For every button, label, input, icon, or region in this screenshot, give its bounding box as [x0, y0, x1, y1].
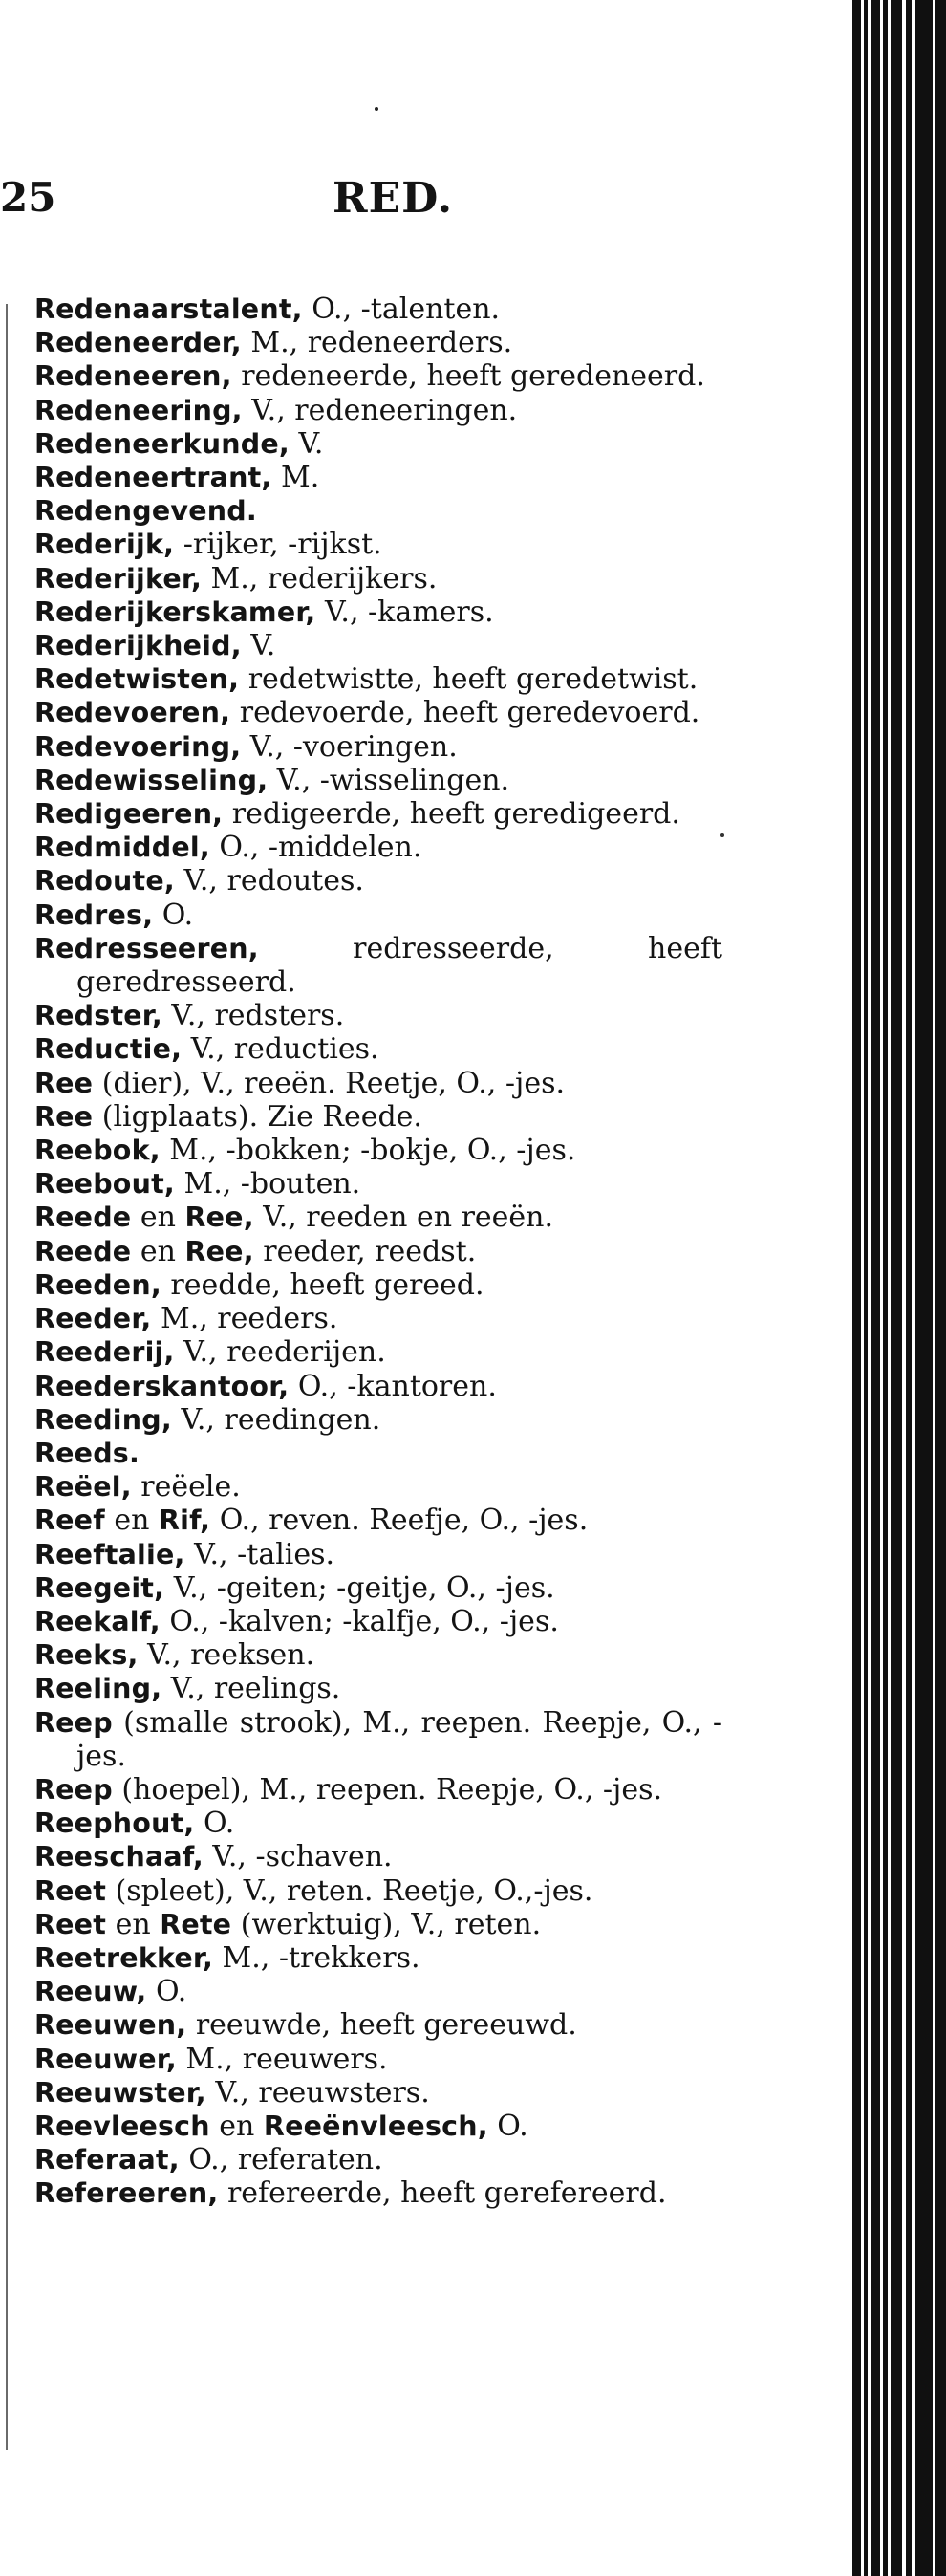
- headword: Redeneertrant,: [34, 462, 272, 494]
- headword: Reeling,: [34, 1673, 162, 1705]
- headword: Reebok,: [34, 1135, 161, 1167]
- headword: Redoute,: [34, 865, 175, 898]
- headword: Reede: [34, 1201, 132, 1234]
- headword: Redetwisten,: [34, 663, 240, 696]
- entry-text: O., -talenten.: [302, 292, 501, 326]
- headword: Rif,: [158, 1504, 211, 1537]
- dictionary-entry: [34, 528, 722, 561]
- headword: Redres,: [34, 898, 154, 931]
- dictionary-entry: [34, 1538, 722, 1571]
- headword: Rete: [160, 1908, 232, 1940]
- headword: Reeuwster,: [34, 2076, 206, 2109]
- entry-text: redresseerde, heeft geredresseerd.: [76, 931, 722, 1000]
- dictionary-entry: [34, 2043, 722, 2076]
- entry-text: V., reeksen.: [138, 1638, 315, 1673]
- entry-text: en: [106, 1907, 161, 1941]
- entry-text: V., redeneeringen.: [242, 393, 518, 427]
- entry-text: V., -geiten; -geitje, O., -jes.: [164, 1570, 555, 1605]
- dictionary-entry: [34, 898, 722, 932]
- headword: Reephout,: [34, 1808, 195, 1840]
- dictionary-entry: [34, 1706, 722, 1773]
- headword: Reeds.: [34, 1437, 140, 1469]
- entry-text: V., -talies.: [184, 1537, 335, 1571]
- dictionary-entry: [34, 1335, 722, 1369]
- headword: Reeschaaf,: [34, 1841, 204, 1873]
- entry-text: O., -middelen.: [209, 831, 422, 865]
- entry-text: V., redsters.: [161, 999, 345, 1033]
- entry-text: redeneerde, heeft geredeneerd.: [231, 359, 705, 394]
- entry-text: O.: [487, 2109, 528, 2143]
- dictionary-entry: [34, 1032, 722, 1066]
- entry-text: M., -bouten.: [174, 1167, 361, 1201]
- headword: Reet: [34, 1874, 107, 1907]
- entry-text: (ligplaats). Zie Reede.: [93, 1099, 422, 1134]
- headword: Redster,: [34, 1000, 162, 1032]
- dictionary-entry: [34, 1807, 722, 1840]
- headword: Redevoering,: [34, 730, 242, 763]
- entry-text: O.: [153, 898, 194, 932]
- dictionary-entry: [34, 629, 722, 662]
- dictionary-entry: [34, 562, 722, 595]
- dictionary-entry: [34, 831, 722, 864]
- dictionary-entry: [34, 1672, 722, 1705]
- headword: Reeden,: [34, 1268, 161, 1301]
- dictionary-entry: [34, 764, 722, 797]
- dictionary-entry: [34, 1201, 722, 1234]
- entry-text: M., -trekkers.: [212, 1940, 420, 1975]
- entry-text: reeder, reedst.: [253, 1234, 477, 1268]
- headword: Reep: [34, 1773, 113, 1806]
- entry-text: M.: [271, 461, 320, 495]
- headword: Ree: [34, 1100, 94, 1133]
- dictionary-entry: [34, 864, 722, 898]
- entry-text: en: [104, 1504, 159, 1538]
- binding-edge-bar: [906, 0, 912, 2576]
- binding-edge-bar: [883, 0, 888, 2576]
- entry-text: en: [131, 1201, 185, 1235]
- dictionary-entry: [34, 1605, 722, 1638]
- headword: Redewisseling,: [34, 764, 269, 796]
- dictionary-entry: [34, 2008, 722, 2042]
- entry-text: M., -bokken; -bokje, O., -jes.: [160, 1134, 576, 1168]
- margin-rule: [6, 304, 8, 2450]
- headword: Reet: [34, 1908, 107, 1940]
- headword: Reductie,: [34, 1033, 183, 1066]
- entry-text: V.: [241, 629, 276, 663]
- entry-text: -rijker, -rijkst.: [174, 528, 382, 562]
- headword: Rederijk,: [34, 529, 175, 561]
- dictionary-entry: [34, 1067, 722, 1100]
- headword: Referaat,: [34, 2144, 180, 2176]
- dictionary-entry: [34, 1235, 722, 1268]
- headword: Reef: [34, 1504, 105, 1537]
- stray-dot: [720, 833, 724, 837]
- headword: Redigeeren,: [34, 798, 224, 831]
- dictionary-entry: [34, 1134, 722, 1167]
- entry-text: O., referaten.: [179, 2143, 383, 2177]
- entry-text: O., reven. Reefje, O., -jes.: [210, 1504, 589, 1538]
- dictionary-entry: [34, 797, 722, 831]
- entry-text: (werktuig), V., reten.: [231, 1907, 542, 1941]
- dictionary-entry: [34, 2176, 722, 2210]
- dictionary-entry: [34, 662, 722, 696]
- entry-text: V., redoutes.: [174, 864, 364, 898]
- dictionary-entry: [34, 2110, 722, 2143]
- dictionary-entry: [34, 2076, 722, 2110]
- entry-text: en: [209, 2109, 264, 2143]
- headword: Ree,: [184, 1201, 254, 1234]
- dictionary-entry: [34, 1773, 722, 1807]
- entry-text: (dier), V., reeën. Reetje, O., -jes.: [93, 1066, 566, 1100]
- dictionary-entry: [34, 1638, 722, 1672]
- entry-text: O., -kantoren.: [289, 1369, 497, 1403]
- dictionary-entry: [34, 1504, 722, 1537]
- dictionary-entry: [34, 494, 722, 528]
- dictionary-entry-list: [34, 292, 722, 2211]
- binding-edge-bar: [915, 0, 933, 2576]
- headword: Reekalf,: [34, 1605, 161, 1637]
- entry-text: V., reederijen.: [174, 1335, 386, 1370]
- entry-text: (spleet), V., reten. Reetje, O.,-jes.: [106, 1873, 593, 1908]
- dictionary-entry: [34, 1100, 722, 1134]
- entry-text: V., reducties.: [182, 1032, 379, 1067]
- dictionary-entry: [34, 595, 722, 629]
- headword: Redeneerkunde,: [34, 427, 290, 460]
- dictionary-entry: [34, 1167, 722, 1201]
- headword: Refereeren,: [34, 2177, 219, 2210]
- headword: Redevoeren,: [34, 697, 231, 729]
- entry-text: M., reeders.: [151, 1302, 338, 1336]
- entry-text: O.: [194, 1807, 235, 1841]
- entry-text: M., rederijkers.: [202, 561, 438, 595]
- dictionary-entry: [34, 326, 722, 359]
- dictionary-entry: [34, 461, 722, 494]
- dictionary-entry: [34, 394, 722, 427]
- dictionary-entry: [34, 1975, 722, 2008]
- headword: Reetrekker,: [34, 1941, 213, 1974]
- headword: Rederijkerskamer,: [34, 595, 316, 628]
- binding-edge-bar: [871, 0, 880, 2576]
- headword: Redmiddel,: [34, 832, 210, 864]
- dictionary-entry: [34, 1908, 722, 1941]
- page-title: RED.: [333, 174, 454, 223]
- entry-text: redigeerde, heeft geredigeerd.: [223, 797, 680, 832]
- entry-text: V., reedingen.: [171, 1402, 381, 1437]
- dictionary-entry: [34, 1941, 722, 1975]
- stray-dot: [375, 107, 378, 111]
- headword: Reebout,: [34, 1168, 175, 1201]
- headword: Rederijkheid,: [34, 630, 242, 662]
- entry-text: en: [131, 1234, 185, 1268]
- headword: Ree: [34, 1067, 94, 1099]
- headword: Reevleesch: [34, 2110, 210, 2142]
- binding-edge-bar: [935, 0, 946, 2576]
- binding-edge-bar: [852, 0, 861, 2576]
- entry-text: V.: [289, 426, 324, 461]
- headword: Reeftalie,: [34, 1538, 185, 1570]
- dictionary-entry: [34, 1302, 722, 1335]
- entry-text: O.: [146, 1975, 187, 2009]
- dictionary-entry: [34, 2143, 722, 2176]
- headword: Redenaarstalent,: [34, 293, 303, 325]
- headword: Reeuwer,: [34, 2043, 177, 2075]
- headword: Redengevend.: [34, 495, 257, 528]
- dictionary-entry: [34, 730, 722, 764]
- entry-text: M., reeuwers.: [176, 2042, 388, 2076]
- dictionary-entry: [34, 427, 722, 461]
- headword: Reederij,: [34, 1336, 175, 1369]
- entry-text: reëele.: [131, 1470, 241, 1504]
- entry-text: reedde, heeft gereed.: [161, 1267, 484, 1302]
- headword: Reederskantoor,: [34, 1370, 290, 1402]
- dictionary-entry: [34, 1470, 722, 1504]
- dictionary-entry: [34, 1437, 722, 1470]
- entry-text: V., -schaven.: [203, 1840, 393, 1874]
- entry-text: V., -kamers.: [315, 595, 494, 629]
- headword: Reeuw,: [34, 1976, 147, 2008]
- headword: Redeneering,: [34, 394, 243, 426]
- entry-text: V., -voeringen.: [241, 729, 458, 764]
- headword: Rederijker,: [34, 562, 203, 595]
- headword: Reeder,: [34, 1303, 152, 1335]
- headword: Redeneerder,: [34, 327, 242, 359]
- headword: Reeuwen,: [34, 2009, 187, 2042]
- entry-text: M., redeneerders.: [241, 326, 513, 360]
- binding-edge-bar: [891, 0, 902, 2576]
- binding-edge-bar: [864, 0, 868, 2576]
- dictionary-entry: [34, 359, 722, 393]
- dictionary-entry: [34, 1840, 722, 1873]
- headword: Reeding,: [34, 1403, 172, 1436]
- entry-text: redevoerde, heeft geredevoerd.: [230, 696, 700, 730]
- dictionary-entry: [34, 1268, 722, 1302]
- entry-text: V., reeuwsters.: [205, 2075, 430, 2110]
- headword: Reep: [34, 1706, 113, 1739]
- entry-text: (smalle strook), M., reepen. Reepje, O., -jes.: [76, 1705, 722, 1773]
- entry-text: V., -wisselingen.: [268, 763, 510, 797]
- headword: Ree,: [184, 1235, 254, 1267]
- dictionary-entry: [34, 1370, 722, 1403]
- dictionary-entry: [34, 696, 722, 729]
- page-number: 25: [0, 174, 56, 221]
- dictionary-entry: [34, 932, 722, 999]
- entry-text: V., reelings.: [161, 1672, 341, 1706]
- headword: Redresseeren,: [34, 932, 259, 964]
- dictionary-entry: [34, 1874, 722, 1908]
- headword: Reeks,: [34, 1639, 139, 1672]
- dictionary-entry: [34, 999, 722, 1032]
- headword: Reëel,: [34, 1471, 132, 1504]
- headword: Redeneeren,: [34, 360, 232, 393]
- headword: Reegeit,: [34, 1571, 165, 1604]
- entry-text: O., -kalven; -kalfje, O., -jes.: [160, 1604, 559, 1638]
- headword: Reede: [34, 1235, 132, 1267]
- entry-text: V., reeden en reeën.: [253, 1201, 554, 1235]
- entry-text: refereerde, heeft gerefereerd.: [218, 2176, 667, 2211]
- dictionary-entry: [34, 1403, 722, 1437]
- entry-text: reeuwde, heeft gereeuwd.: [186, 2008, 577, 2043]
- dictionary-entry: [34, 1571, 722, 1605]
- entry-text: (hoepel), M., reepen. Reepje, O., -jes.: [112, 1772, 663, 1807]
- entry-text: redetwistte, heeft geredetwist.: [239, 662, 699, 697]
- dictionary-entry: [34, 292, 722, 326]
- headword: Reeënvleesch,: [263, 2110, 488, 2142]
